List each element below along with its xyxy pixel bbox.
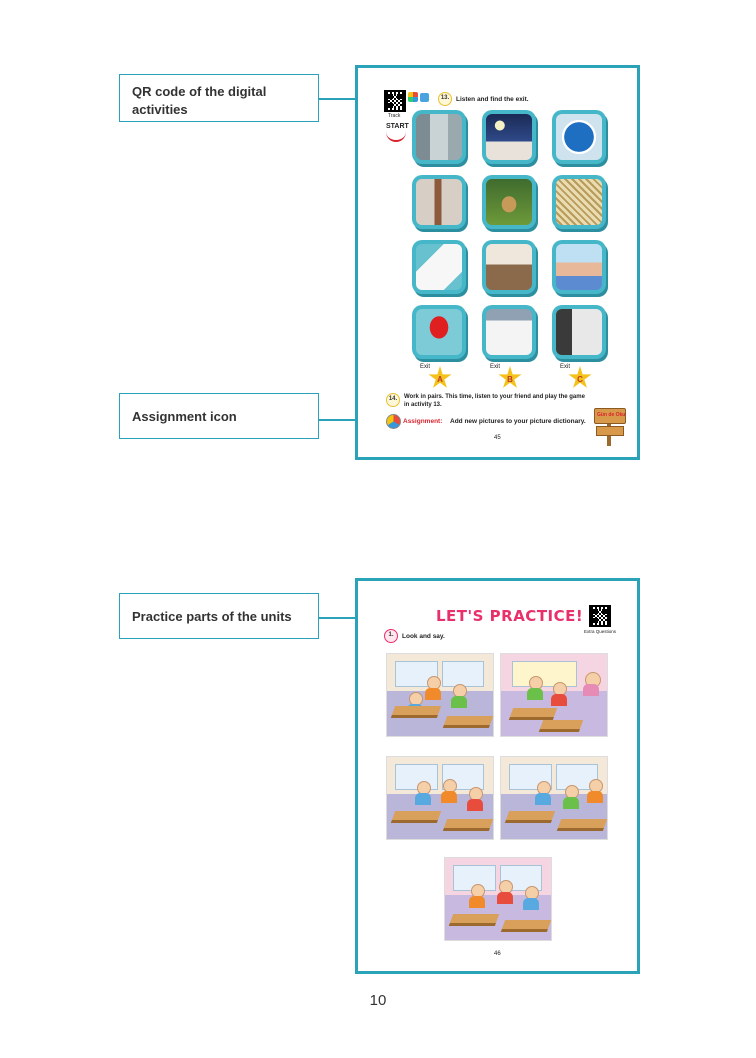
classroom-picture-3 [386, 756, 494, 840]
maze-tile-girl-window [482, 240, 536, 294]
document-page-number: 10 [369, 992, 387, 1009]
maze-tile-maze [552, 175, 606, 229]
exit-label-b: Exit [490, 364, 501, 370]
exit-label-c: Exit [560, 364, 571, 370]
callout-assignment-text: Assignment icon [132, 409, 237, 424]
activity-14-line1: Work in pairs. This time, listen to your friend and play the game [404, 394, 585, 400]
maze-tile-balloon [412, 305, 466, 359]
sign-text: Gün de Oku [597, 412, 626, 418]
qr-caption: Track [388, 113, 401, 119]
puzzle-icon [408, 92, 418, 102]
practice-title: LET'S PRACTICE! [436, 607, 584, 625]
sign-board [594, 408, 626, 424]
assignment-label: Assignment: [403, 418, 443, 425]
maze-tile-turn-sign [552, 110, 606, 164]
book-page-46 [355, 578, 640, 974]
activity-1-instruction: Look and say. [402, 633, 445, 640]
speaker-icon [420, 93, 429, 102]
classroom-picture-5 [444, 857, 552, 941]
qr-code [384, 90, 406, 112]
assignment-text: Add new pictures to your picture dictionary. [450, 418, 586, 425]
start-label: START [386, 123, 409, 130]
activity-14-number: 14. [386, 393, 400, 407]
maze-tile-stand-up [412, 175, 466, 229]
maze-tile-classroom [552, 240, 606, 294]
page-number-45: 45 [494, 435, 501, 441]
exit-letter-a: A [437, 375, 443, 384]
qr-extra-caption: Extra Questions [583, 629, 616, 634]
maze-tile-sleep [482, 110, 536, 164]
book-page-45 [355, 65, 640, 460]
classroom-picture-2 [500, 653, 608, 737]
maze-tile-drawing [482, 305, 536, 359]
signpost [594, 404, 624, 448]
activity-13-number: 13. [438, 92, 452, 106]
exit-label-a: Exit [420, 364, 431, 370]
page-number-46: 46 [494, 951, 501, 957]
callout-assignment-icon [119, 393, 319, 439]
classroom-picture-1 [386, 653, 494, 737]
activity-1-number: 1. [384, 629, 398, 643]
classroom-picture-4 [500, 756, 608, 840]
maze-tile-door [412, 110, 466, 164]
callout-qr-code [119, 74, 319, 122]
maze-tile-kangaroo [482, 175, 536, 229]
exit-letter-b: B [507, 375, 513, 384]
qr-code-extra [589, 605, 611, 627]
activity-13-instruction: Listen and find the exit. [456, 96, 529, 103]
callout-practice-text: Practice parts of the units [132, 609, 292, 624]
assignment-icon [386, 414, 401, 429]
callout-qr-code-text: QR code of the digital activities [132, 84, 267, 117]
callout-practice [119, 593, 319, 639]
maze-tile-teacher-board [552, 305, 606, 359]
maze-tile-paper [412, 240, 466, 294]
start-arrow-icon [386, 132, 406, 142]
exit-letter-c: C [577, 375, 583, 384]
activity-14-line2: in activity 13. [404, 402, 442, 408]
